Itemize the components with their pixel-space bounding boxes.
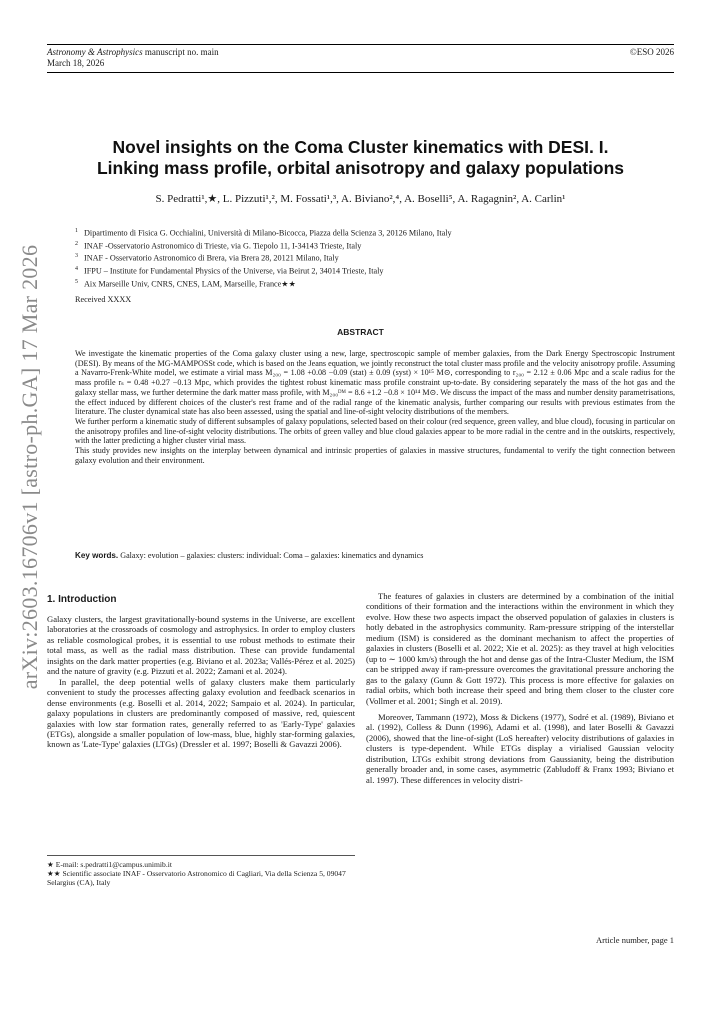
abstract xyxy=(75,349,675,465)
affiliation-number: 1 xyxy=(75,228,78,234)
affiliation-text: Aix Marseille Univ, CNRS, CNES, LAM, Marseille, France★★ xyxy=(84,279,296,289)
manuscript-number: manuscript no. main xyxy=(144,47,219,57)
received-date: Received XXXX xyxy=(75,295,132,304)
running-header xyxy=(47,44,674,73)
affiliation-number: 3 xyxy=(75,253,78,260)
affiliation-item xyxy=(75,251,675,264)
journal-name: Astronomy & Astrophysics xyxy=(47,47,143,57)
affiliations xyxy=(75,226,675,290)
author-list: S. Pedratti¹,★, L. Pizzuti¹,², M. Fossati¹,³, A. Biviano²,⁴, A. Boselli⁵, A. Ragagnin², A. Carlin¹ xyxy=(155,193,566,205)
title-line-2: Linking mass profile, orbital anisotropy and galaxy populations xyxy=(96,158,625,178)
affiliation-item xyxy=(75,277,675,290)
keywords-text: Galaxy: evolution – galaxies: clusters: individual: Coma – galaxies: kinematics and dynamics xyxy=(120,551,424,560)
header-date: March 18, 2026 xyxy=(47,58,105,68)
keywords-label: Key words. xyxy=(75,551,119,560)
copyright: ©ESO 2026 xyxy=(629,47,674,57)
affiliation-number: 2 xyxy=(75,240,78,247)
body-paragraph: The features of galaxies in clusters are determined by a combination of the initial conditions of their formation and the interactions within the environment in which they evolve. How these two aspects impact the observed population of galaxies in clusters is hotly debated in the astrophysics community. Ram-pressure stripping of the interstellar medium (ISM) is considered as the dominant mechanism to affect the properties of galaxies in clusters (Boselli et al. 2022; Xie et al. 2025): as they travel at high velocities (up to ∼ 1000 km/s) through the hot and dense gas of the Intra-Cluster Medium, the ISM can be stripped away if ram-pressure overcomes the gravitational pressure anchoring the gas to the galaxy (Gunn & Gott 1972). This process is more effective for galaxies on radial orbits, which both increase their speed and bring them closer to the cluster core (Vollmer et al. 2001; Singh et al. 2019). xyxy=(366,591,674,706)
affiliation-number: 5 xyxy=(75,278,78,285)
title-line-1: Novel insights on the Coma Cluster kinematics with DESI. I. xyxy=(112,137,609,157)
affiliation-number: 4 xyxy=(75,266,78,273)
left-column xyxy=(47,614,355,750)
paper-title xyxy=(47,137,674,179)
keywords xyxy=(75,551,675,560)
affiliation-item xyxy=(75,239,675,252)
body-paragraph: Moreover, Tammann (1972), Moss & Dickens (1977), Sodré et al. (1989), Biviano et al. (1992), Colless & Dunn (1996), Adami et al. (1998), and later Boselli & Gavazzi (2006), showed that the line-of-sight (LoS hereafter) velocity distributions of galaxies in clusters is type-dependent. While ETGs display a virialised Gaussian velocity distribution, LTGs exhibit strong deviations from Gaussianity, being the distribution generally broader and, in some cases, asymmetric (Zabludoff & Franx 1993; Biviano et al. 1997). These differences in velocity distri- xyxy=(366,711,674,785)
affiliation-text: INAF - Osservatorio Astronomico di Brera, via Brera 28, 20121 Milano, Italy xyxy=(84,254,339,264)
abstract-paragraph: This study provides new insights on the interplay between dynamical and intrinsic properties of galaxies in massive structures, fundamental to verify the tight connection between galaxy evolution and their environment. xyxy=(75,446,675,465)
arxiv-stamp xyxy=(10,244,50,690)
footnotes xyxy=(47,855,355,887)
arxiv-stamp-text: arXiv:2603.16706v1 [astro-ph.GA] 17 Mar 2026 xyxy=(17,244,42,690)
affiliation-text: INAF -Osservatorio Astronomico di Trieste, via G. Tiepolo 11, I-34143 Trieste, Italy xyxy=(84,241,362,251)
body-paragraph: Galaxy clusters, the largest gravitationally-bound systems in the Universe, are excellent laboratories at the crossroads of cosmology and astrophysics. In order to employ clusters as reliable cosmological probes, it is essential to use robust methods to estimate their total mass, as well as the radial mass distribution. These can provide fundamental insights on the dark matter properties (e.g. Biviano et al. 2023a; Vallés-Pérez et al. 2025) and the nature of gravity (e.g. Pizzuti et al. 2022; Zamani et al. 2024). xyxy=(47,614,355,677)
footnote: ★ E-mail: s.pedratti1@campus.unimib.it xyxy=(47,860,172,869)
abstract-paragraph: We investigate the kinematic properties of the Coma galaxy cluster using a new, large, spectroscopic sample of member galaxies, from the Dark Energy Spectroscopic Instrument (DESI). By means of the MG-MAMPOSSt code, which is based on the Jeans equation, we jointly reconstruct the total cluster mass profile and the velocity anisotropy profile. Assuming a Navarro-Frenk-White model, we estimate a virial mass M₂₀₀ = 1.08 +0.08 −0.09 (stat) ± 0.09 (syst) × 10¹⁵ M⊙, corresponding to r₂₀₀ = 2.12 ± 0.06 Mpc and a scale radius for the mass profile rₛ = 0.48 +0.27 −0.13 Mpc, which provides the tightest robust kinematic mass profile constraint up-to-date. By considering separately the mass of the hot gas and the galaxy stellar mass, we further determine the dark matter mass profile, with M₂₀₀ᴰᴹ = 8.6 +1.2 −0.8 × 10¹⁴ M⊙. We discuss the impact of the mass and number density parametrisations, the effect induced by different choices of the cluster's rest frame and of the radial range of the kinematic analysis, further comparing our results with previous estimates from the literature. The cluster dynamical state has also been assessed, using the spatial and line-of-sight velocity distributions of the members. xyxy=(75,349,675,417)
affiliation-item xyxy=(75,264,675,277)
affiliation-text: Dipartimento di Fisica G. Occhialini, Università di Milano-Bicocca, Piazza della Scienza 3, 20126 Milano, Italy xyxy=(84,228,452,238)
footnote: ★★ Scientific associate INAF - Osservatorio Astronomico di Cagliari, Via della Scienza 5, 09047 Selargius (CA), Italy xyxy=(47,869,346,887)
affiliation-text: IFPU – Institute for Fundamental Physics of the Universe, via Beirut 2, 34014 Trieste, Italy xyxy=(84,266,384,276)
body-paragraph: In parallel, the deep potential wells of galaxy clusters make them particularly convenient to study the processes affecting galaxy evolution and feedback scenarios in dense environments (e.g. Boselli et al. 2014, 2022; Sampaio et al. 2024). In particular, galaxy populations in clusters are predominantly composed of massive, red, quiescent galaxies with low star formation rates, generally referred to as 'Early-Type' galaxies (ETGs), alongside a smaller population of low-mass, blue, highly star-forming galaxies, known as 'Late-Type' galaxies (LTGs) (Dressler et al. 1997; Boselli & Gavazzi 2006). xyxy=(47,676,355,750)
abstract-heading: ABSTRACT xyxy=(337,327,384,337)
abstract-paragraph: We further perform a kinematic study of different subsamples of galaxy populations, selected based on their colour (red sequence, green valley, and blue cloud), focusing in particular on the anisotropy profiles and line-of-sight velocity distributions. The orbits of green valley and blue cloud galaxies appear to be more radial in the centre and in the outskirts, respectively, with the latter predicting a higher cluster virial mass. xyxy=(75,416,675,446)
page-footer: Article number, page 1 xyxy=(595,935,674,945)
section-title: 1. Introduction xyxy=(47,594,117,605)
affiliation-item xyxy=(75,226,675,239)
right-column xyxy=(366,591,674,785)
